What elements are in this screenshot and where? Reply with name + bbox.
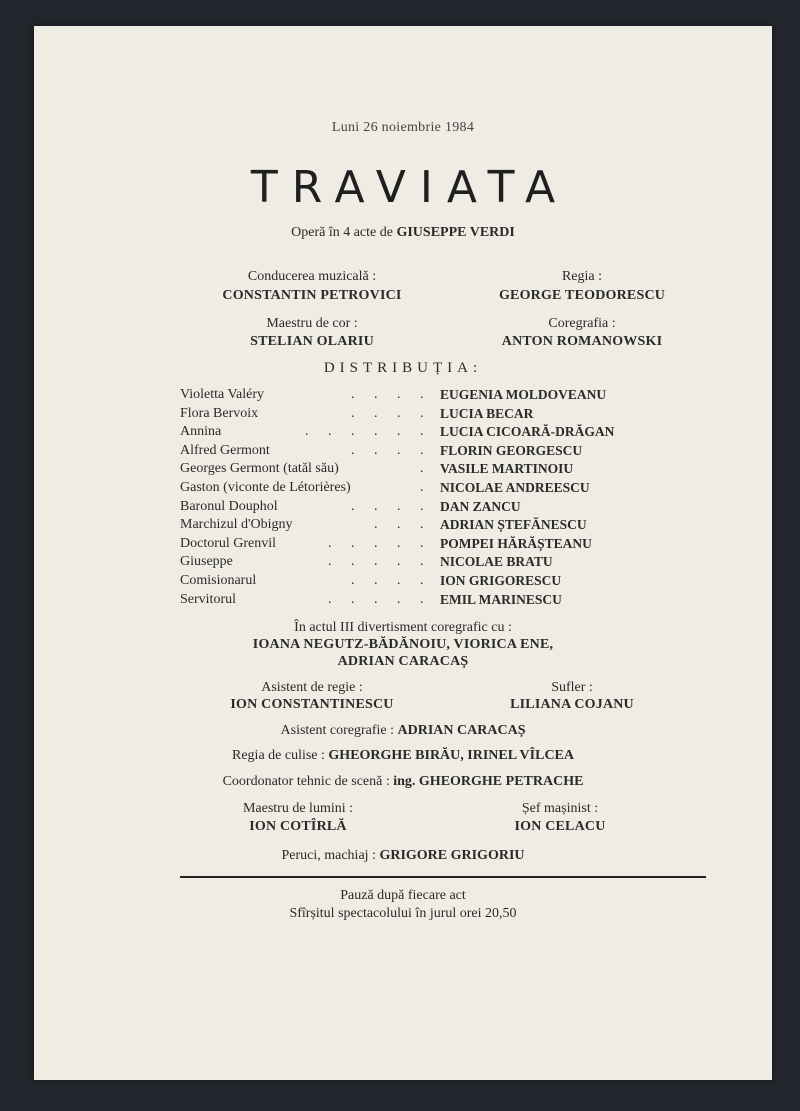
divertisment-dancers-line2: ADRIAN CARACAȘ	[337, 654, 469, 669]
cast-row	[180, 406, 680, 424]
cast-row	[180, 536, 680, 554]
cast-role: Giuseppe	[180, 554, 233, 570]
cast-row	[180, 424, 680, 442]
cast-leader-dots: . . . .	[351, 405, 432, 421]
end-time-note: Sfîrșitul spectacolului în jurul orei 20,50	[289, 906, 517, 921]
cast-row	[180, 573, 680, 591]
tech-coordinator-name: ing. GHEORGHE PETRACHE	[393, 774, 584, 789]
cast-leader-dots: . . . .	[351, 573, 432, 588]
cast-row	[180, 554, 680, 572]
conductor-label: Conducerea muzicală :	[247, 269, 377, 284]
cast-actor: FLORIN GEORGESCU	[440, 442, 583, 458]
chorus-name: STELIAN OLARIU	[250, 334, 374, 349]
cast-leader-dots: .	[420, 480, 432, 495]
cast-actor: NICOLAE ANDREESCU	[440, 480, 590, 495]
asst-choreo-name: ADRIAN CARACAȘ	[397, 723, 526, 738]
makeup-line	[34, 848, 772, 864]
tech-coordinator-line	[34, 774, 772, 790]
director-name: GEORGE TEODORESCU	[498, 288, 666, 303]
program-sheet	[34, 26, 772, 1080]
machinist-label: Șef mașinist :	[521, 801, 599, 816]
cast-leader-dots: . . . .	[351, 387, 432, 402]
lights-label: Maestru de lumini :	[242, 801, 354, 816]
asst-choreo-label: Asistent coregrafie :	[280, 723, 395, 738]
stage-direction-names: GHEORGHE BIRĂU, IRINEL VÎLCEA	[328, 748, 574, 763]
cast-role: Marchizul d'Obigny	[180, 517, 293, 533]
cast-actor: ION GRIGORESCU	[440, 573, 562, 588]
cast-role: Comisionarul	[180, 573, 257, 588]
cast-row	[180, 443, 680, 461]
cast-leader-dots: . . . . . .	[305, 424, 432, 440]
cast-leader-dots: . . .	[374, 517, 432, 533]
cast-row	[180, 517, 680, 535]
conductor-name: CONSTANTIN PETROVICI	[222, 288, 402, 303]
asst-director-name: ION CONSTANTINESCU	[230, 697, 394, 712]
cast-row	[180, 461, 680, 479]
cast-row	[180, 480, 680, 498]
makeup-name: GRIGORE GRIGORIU	[379, 848, 525, 863]
cast-actor: POMPEI HĂRĂȘTEANU	[440, 535, 592, 551]
cast-role: Flora Bervoix	[180, 405, 259, 421]
asst-choreo-line	[34, 723, 772, 739]
cast-actor: DAN ZANCU	[440, 498, 521, 514]
opera-subtitle	[34, 225, 772, 241]
cast-actor: EMIL MARINESCU	[440, 591, 562, 607]
cast-actor: ADRIAN ȘTEFĂNESCU	[440, 517, 587, 533]
composer-name: GIUSEPPE VERDI	[396, 225, 515, 240]
cast-leader-dots: .	[420, 461, 432, 477]
makeup-label: Peruci, machiaj :	[281, 848, 376, 863]
performance-date: Luni 26 noiembrie 1984	[331, 120, 475, 135]
cast-leader-dots: . . . . .	[328, 535, 432, 551]
opera-title: TRAVIATA	[250, 162, 570, 213]
cast-actor: NICOLAE BRATU	[440, 554, 553, 570]
intermission-note: Pauză după fiecare act	[340, 888, 466, 903]
machinist-name: ION CELACU	[514, 819, 606, 834]
divider-line	[180, 876, 706, 878]
asst-director-label: Asistent de regie :	[261, 680, 363, 695]
prompter-name: LILIANA COJANU	[510, 697, 634, 712]
chorus-label: Maestru de cor :	[266, 316, 358, 331]
cast-role: Annina	[180, 424, 222, 440]
choreo-label: Coregrafia :	[548, 316, 616, 331]
cast-role: Servitorul	[180, 591, 236, 607]
choreo-name: ANTON ROMANOWSKI	[501, 334, 663, 349]
cast-actor: LUCIA CICOARĂ-DRĂGAN	[440, 424, 615, 440]
distribution-heading: DISTRIBUȚIA:	[323, 360, 483, 376]
cast-role: Violetta Valéry	[180, 387, 265, 402]
lights-name: ION COTÎRLĂ	[249, 819, 347, 834]
cast-role: Doctorul Grenvil	[180, 535, 277, 551]
cast-role: Gaston (viconte de Létorières)	[180, 480, 351, 495]
cast-leader-dots: . . . .	[351, 498, 432, 514]
cast-role: Baronul Douphol	[180, 498, 278, 514]
divertisment-dancers-line1: IOANA NEGUTZ-BĂDĂNOIU, VIORICA ENE,	[252, 637, 554, 652]
prompter-label: Sufler :	[551, 680, 593, 695]
cast-actor: LUCIA BECAR	[440, 405, 534, 421]
cast-row	[180, 387, 680, 405]
cast-row	[180, 592, 680, 610]
cast-leader-dots: . . . .	[351, 442, 432, 458]
cast-role: Georges Germont (tatăl său)	[180, 461, 339, 477]
cast-actor: VASILE MARTINOIU	[440, 461, 574, 477]
cast-row	[180, 499, 680, 517]
stage-direction-label: Regia de culise :	[232, 748, 325, 763]
cast-leader-dots: . . . . .	[328, 554, 432, 570]
stage-direction-line	[34, 748, 772, 764]
cast-leader-dots: . . . . .	[328, 591, 432, 607]
director-label: Regia :	[561, 269, 603, 284]
tech-coordinator-label: Coordonator tehnic de scenă :	[222, 774, 390, 789]
subtitle-prefix: Operă în 4 acte de	[291, 225, 393, 240]
divertisment-intro: În actul III divertisment coregrafic cu :	[294, 620, 512, 635]
cast-role: Alfred Germont	[180, 442, 270, 458]
cast-actor: EUGENIA MOLDOVEANU	[440, 387, 607, 402]
